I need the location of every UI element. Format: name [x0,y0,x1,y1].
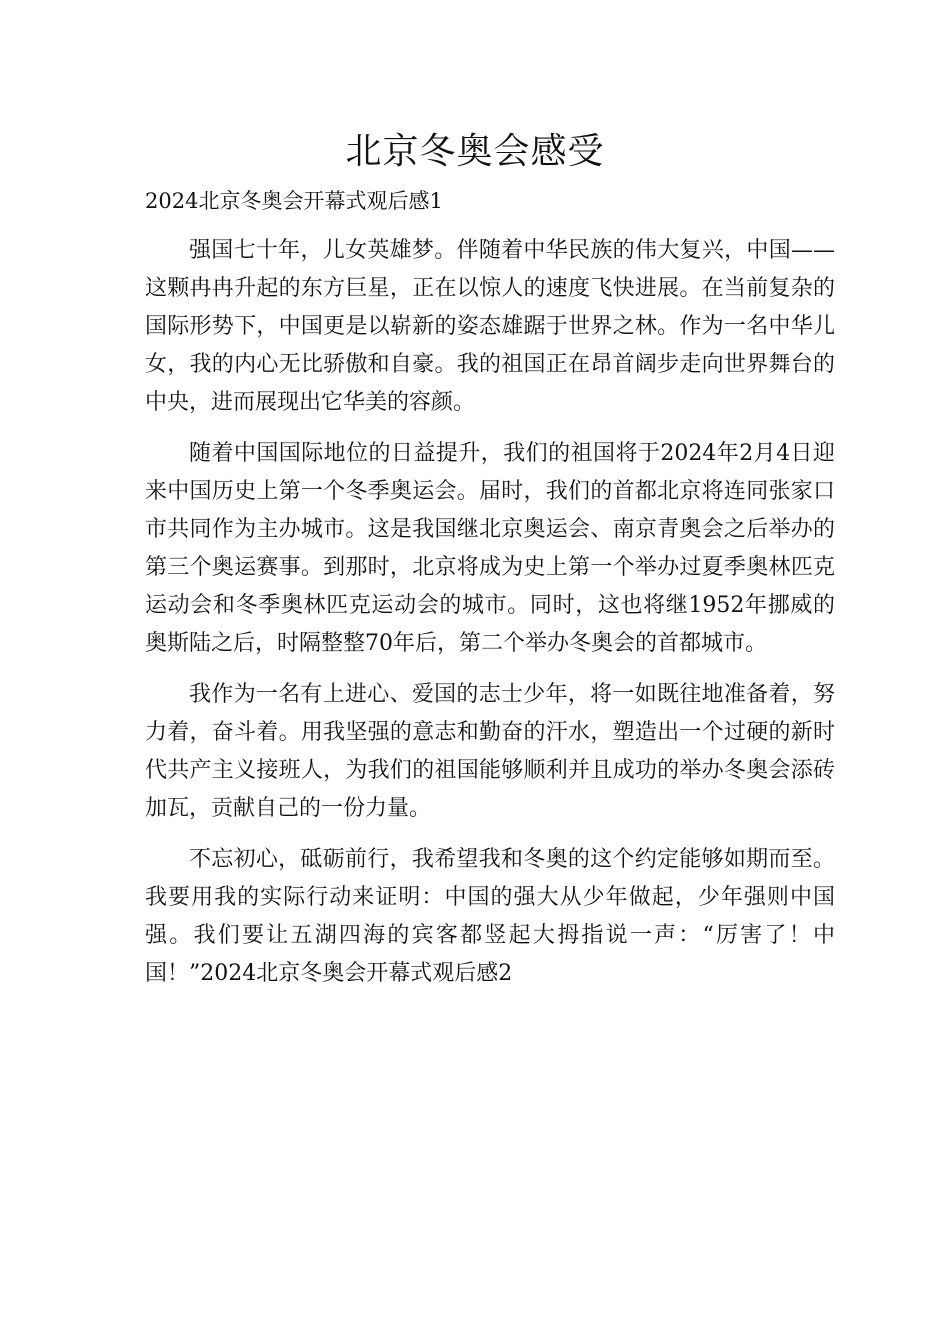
document-title: 北京冬奥会感受 [345,131,605,172]
paragraph-4: 不忘初心，砥砺前行，我希望我和冬奥的这个约定能够如期而至。我要用我的实际行动来证明：中国的强大从少年做起，少年强则中国强。我们要让五湖四海的宾客都竖起大拇指说一声：“厉害了！中国！”2024北京冬奥会开幕式观后感2 [145,847,835,986]
document-body [145,232,835,1006]
paragraph-3: 我作为一名有上进心、爱国的志士少年，将一如既往地准备着，努力着，奋斗着。用我坚强的意志和勤奋的汗水，塑造出一个过硬的新时代共产主义接班人，为我们的祖国能够顺利并且成功的举办冬奥会添砖加瓦，贡献自己的一份力量。 [145,682,835,821]
paragraph-1: 强国七十年，儿女英雄梦。伴随着中华民族的伟大复兴，中国——这颗冉冉升起的东方巨星，正在以惊人的速度飞快进展。在当前复杂的国际形势下，中国更是以崭新的姿态雄踞于世界之林。作为一名中华儿女，我的内心无比骄傲和自豪。我的祖国正在昂首阔步走向世界舞台的中央，进而展现出它华美的容颜。 [145,238,835,415]
paragraph-2: 随着中国国际地位的日益提升，我们的祖国将于2024年2月4日迎来中国历史上第一个冬季奥运会。届时，我们的首都北京将连同张家口市共同作为主办城市。这是我国继北京奥运会、南京青奥会之后举办的第三个奥运赛事。到那时，北京将成为史上第一个举办过夏季奥林匹克运动会和冬季奥林匹克运动会的城市。同时，这也将继1952年挪威的奥斯陆之后，时隔整整70年后，第二个举办冬奥会的首都城市。 [145,441,835,656]
document-subtitle: 2024北京冬奥会开幕式观后感1 [145,189,443,213]
